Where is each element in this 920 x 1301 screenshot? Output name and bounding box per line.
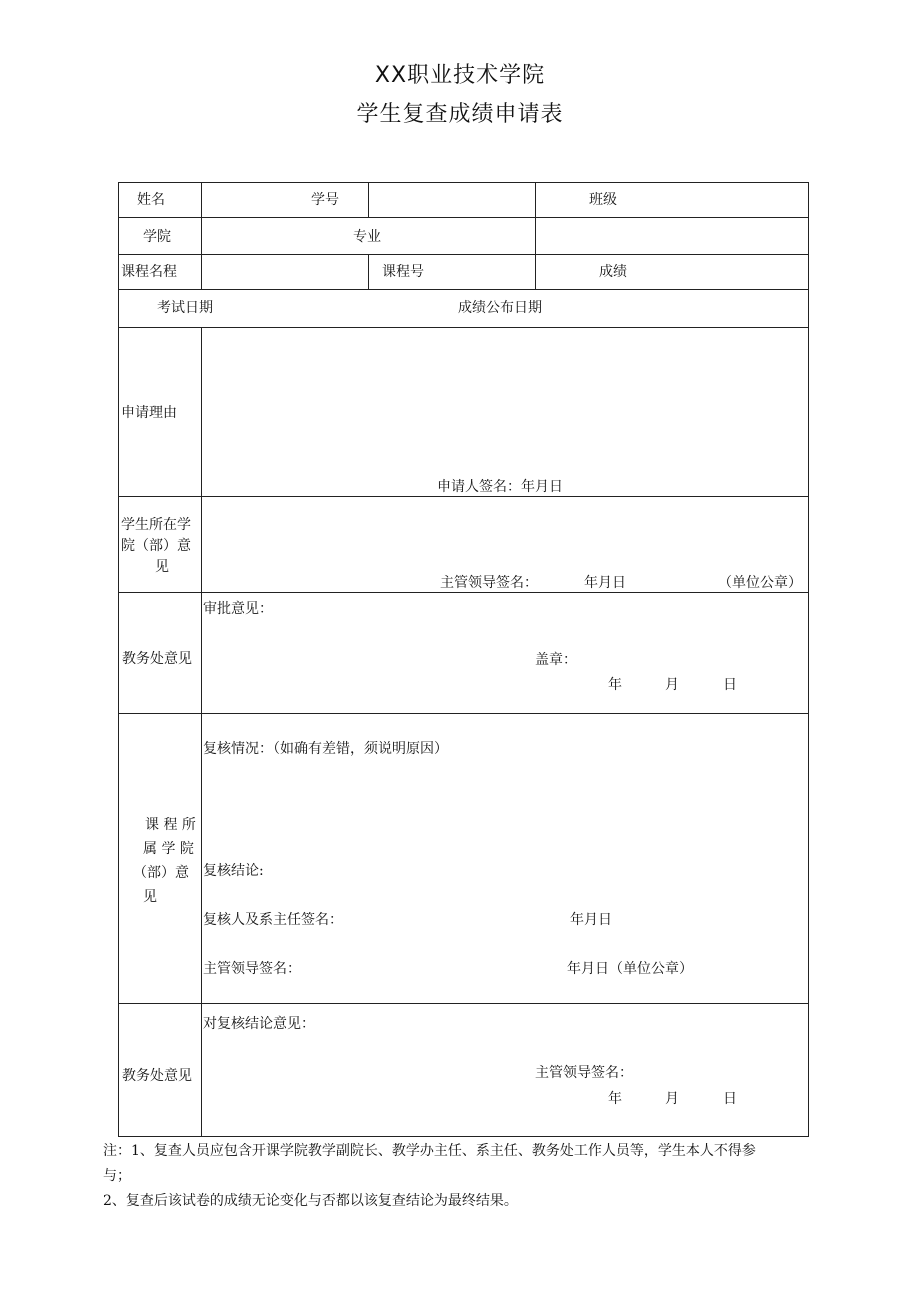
class-label: 班级 bbox=[589, 192, 617, 208]
table-line bbox=[808, 182, 809, 1137]
note-1-line-2: 与； bbox=[103, 1168, 131, 1184]
student-college-label-2: 院（部）意 bbox=[121, 538, 191, 554]
applicant-signature: 申请人签名：年月日 bbox=[437, 479, 563, 495]
course-college-label-2: 属 学 院 bbox=[143, 841, 194, 857]
major-label: 专业 bbox=[353, 229, 381, 245]
stamp-label: 盖章： bbox=[535, 652, 577, 668]
table-line bbox=[201, 182, 202, 289]
name-label: 姓名 bbox=[137, 192, 165, 208]
table-line bbox=[118, 1003, 809, 1004]
academic-affairs-label-1: 教务处意见 bbox=[122, 651, 192, 667]
note-2: 2、复查后该试卷的成绩无论变化与否都以该复查结论为最终结果。 bbox=[103, 1193, 518, 1209]
table-line bbox=[118, 592, 809, 593]
table-line bbox=[118, 182, 119, 1137]
table-line bbox=[368, 254, 369, 289]
table-line bbox=[118, 182, 809, 183]
student-college-leader-sign: 主管领导签名： bbox=[440, 575, 538, 591]
course-name-label: 课程名程 bbox=[121, 264, 177, 280]
year-label-2: 年 bbox=[608, 1091, 622, 1107]
academic-affairs-label-2: 教务处意见 bbox=[122, 1068, 192, 1084]
review-conclusion: 复核结论: bbox=[203, 863, 264, 879]
student-college-date: 年月日 bbox=[584, 575, 626, 591]
table-line bbox=[118, 713, 809, 714]
table-line bbox=[118, 289, 809, 290]
reason-label: 申请理由 bbox=[121, 405, 177, 421]
student-id-label: 学号 bbox=[311, 192, 339, 208]
course-leader-date-seal: 年月日（单位公章） bbox=[567, 961, 693, 977]
table-line bbox=[368, 182, 369, 217]
student-college-label-3: 见 bbox=[155, 559, 169, 575]
exam-date-label: 考试日期 bbox=[157, 300, 213, 316]
review-conclusion-opinion: 对复核结论意见： bbox=[203, 1016, 315, 1032]
form-title: 学生复查成绩申请表 bbox=[356, 102, 564, 127]
course-college-label-4: 见 bbox=[143, 889, 157, 905]
student-college-seal: （单位公章） bbox=[718, 575, 802, 591]
year-label-1: 年 bbox=[608, 677, 622, 693]
score-label: 成绩 bbox=[599, 264, 627, 280]
table-line bbox=[118, 1136, 809, 1137]
course-college-label-3: （部）意 bbox=[133, 865, 189, 881]
table-line bbox=[118, 217, 809, 218]
school-title: XX职业技术学院 bbox=[374, 63, 546, 88]
course-no-label: 课程号 bbox=[382, 264, 424, 280]
student-college-label-1: 学生所在学 bbox=[121, 517, 191, 533]
course-leader-signature: 主管领导签名： bbox=[203, 961, 301, 977]
month-label-2: 月 bbox=[665, 1091, 679, 1107]
day-label-2: 日 bbox=[723, 1091, 737, 1107]
reviewer-signature: 复核人及系主任签名： bbox=[203, 912, 343, 928]
course-college-label-1: 课 程 所 bbox=[145, 817, 196, 833]
college-label: 学院 bbox=[143, 229, 171, 245]
affairs-leader-signature: 主管领导签名： bbox=[535, 1065, 633, 1081]
note-1-line-1: 注：1、复查人员应包含开课学院教学副院长、教学办主任、系主任、教务处工作人员等，学生本人不得参 bbox=[103, 1143, 756, 1159]
day-label-1: 日 bbox=[723, 677, 737, 693]
table-line bbox=[118, 254, 809, 255]
table-line bbox=[118, 496, 809, 497]
review-status: 复核情况：（如确有差错，须说明原因） bbox=[203, 741, 448, 757]
table-line bbox=[118, 327, 809, 328]
score-publish-date-label: 成绩公布日期 bbox=[458, 300, 542, 316]
month-label-1: 月 bbox=[665, 677, 679, 693]
table-line bbox=[535, 182, 536, 289]
table-line bbox=[201, 327, 202, 1137]
approval-opinion: 审批意见： bbox=[203, 601, 273, 617]
reviewer-date: 年月日 bbox=[570, 912, 612, 928]
